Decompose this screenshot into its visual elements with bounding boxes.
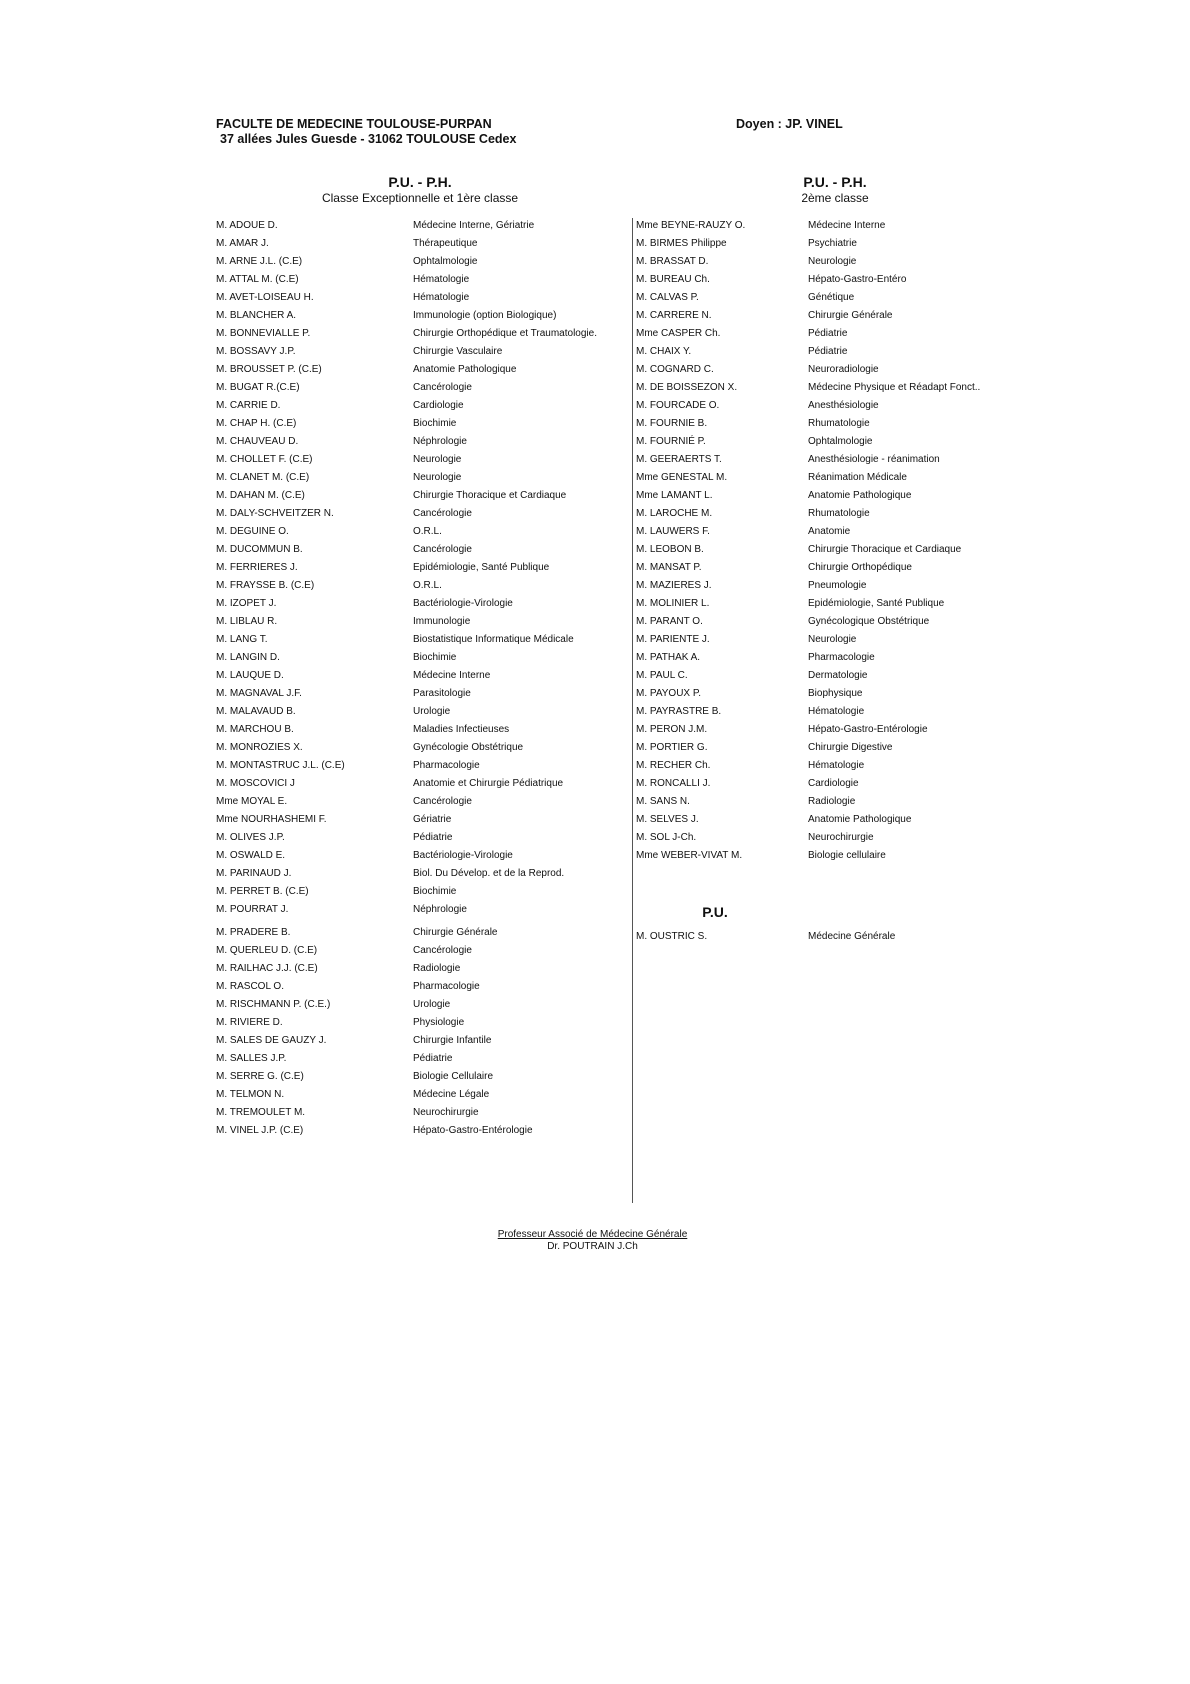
faculty-specialty: Immunologie xyxy=(413,616,471,627)
faculty-name: M. TELMON N. xyxy=(216,1089,285,1100)
faculty-row xyxy=(636,613,1016,631)
faculty-list-pu xyxy=(636,928,1016,946)
faculty-row xyxy=(636,847,1016,865)
faculty-specialty: O.R.L. xyxy=(413,526,442,537)
faculty-specialty: Gynécologique Obstétrique xyxy=(808,616,930,627)
faculty-row xyxy=(216,253,616,271)
faculty-row xyxy=(636,775,1016,793)
faculty-row xyxy=(216,361,616,379)
faculty-name: M. GEERAERTS T. xyxy=(636,454,722,465)
faculty-row xyxy=(636,811,1016,829)
faculty-specialty: Maladies Infectieuses xyxy=(413,724,510,735)
faculty-row xyxy=(636,271,1016,289)
faculty-row xyxy=(216,595,616,613)
faculty-name: M. RISCHMANN P. (C.E.) xyxy=(216,999,331,1010)
faculty-row xyxy=(636,469,1016,487)
faculty-row xyxy=(636,595,1016,613)
faculty-row xyxy=(216,757,616,775)
faculty-row xyxy=(216,541,616,559)
faculty-name: M. AVET-LOISEAU H. xyxy=(216,292,314,303)
faculty-name: M. POURRAT J. xyxy=(216,904,289,915)
faculty-specialty: Chirurgie Thoracique et Cardiaque xyxy=(413,490,567,501)
faculty-name: M. LAROCHE M. xyxy=(636,508,713,519)
faculty-row xyxy=(216,343,616,361)
faculty-specialty: Pharmacologie xyxy=(413,760,480,771)
faculty-name: M. RECHER Ch. xyxy=(636,760,711,771)
faculty-row xyxy=(636,217,1016,235)
faculty-specialty: Neurologie xyxy=(413,454,462,465)
faculty-specialty: Médecine Légale xyxy=(413,1089,490,1100)
faculty-specialty: Chirurgie Orthopédique et Traumatologie. xyxy=(413,328,597,339)
faculty-row xyxy=(216,613,616,631)
faculty-specialty: Hématologie xyxy=(413,292,470,303)
faculty-specialty: Biologie Cellulaire xyxy=(413,1071,494,1082)
faculty-specialty: Anatomie et Chirurgie Pédiatrique xyxy=(413,778,564,789)
faculty-row xyxy=(636,739,1016,757)
faculty-specialty: Chirurgie Thoracique et Cardiaque xyxy=(808,544,962,555)
faculty-name: M. PATHAK A. xyxy=(636,652,701,663)
faculty-specialty: Anatomie Pathologique xyxy=(413,364,517,375)
faculty-row xyxy=(216,996,616,1014)
faculty-name: Mme CASPER Ch. xyxy=(636,328,721,339)
faculty-row xyxy=(216,811,616,829)
faculty-row xyxy=(216,487,616,505)
faculty-row xyxy=(636,325,1016,343)
faculty-row xyxy=(216,235,616,253)
faculty-specialty: Hématologie xyxy=(808,760,865,771)
faculty-name: M. LANG T. xyxy=(216,634,268,645)
faculty-row xyxy=(216,1104,616,1122)
faculty-row xyxy=(636,559,1016,577)
faculty-name: M. FERRIERES J. xyxy=(216,562,298,573)
faculty-specialty: Pédiatrie xyxy=(413,1053,453,1064)
faculty-specialty: Rhumatologie xyxy=(808,418,870,429)
faculty-row xyxy=(216,217,616,235)
faculty-row xyxy=(636,721,1016,739)
section-title: P.U. - P.H. xyxy=(388,174,452,190)
faculty-name: M. MANSAT P. xyxy=(636,562,702,573)
faculty-name: M. LAUQUE D. xyxy=(216,670,284,681)
faculty-specialty: Néphrologie xyxy=(413,904,467,915)
faculty-name: M. DALY-SCHVEITZER N. xyxy=(216,508,334,519)
faculty-name: M. MAGNAVAL J.F. xyxy=(216,688,302,699)
faculty-specialty: Chirurgie Générale xyxy=(808,310,893,321)
faculty-name: M. PAYRASTRE B. xyxy=(636,706,722,717)
faculty-specialty: Neurologie xyxy=(808,634,857,645)
faculty-row xyxy=(216,978,616,996)
faculty-specialty: Psychiatrie xyxy=(808,238,857,249)
faculty-name: M. CHAIX Y. xyxy=(636,346,692,357)
faculty-row xyxy=(636,829,1016,847)
faculty-row xyxy=(216,1032,616,1050)
faculty-name: M. RAILHAC J.J. (C.E) xyxy=(216,963,318,974)
faculty-specialty: Anatomie Pathologique xyxy=(808,814,912,825)
faculty-row xyxy=(216,739,616,757)
faculty-row xyxy=(216,379,616,397)
faculty-row xyxy=(636,649,1016,667)
faculty-name: M. COGNARD C. xyxy=(636,364,714,375)
faculty-specialty: Hépato-Gastro-Entérologie xyxy=(413,1125,533,1136)
faculty-name: M. PERON J.M. xyxy=(636,724,708,735)
faculty-name: M. SANS N. xyxy=(636,796,690,807)
faculty-specialty: Anatomie xyxy=(808,526,851,537)
faculty-name: M. ADOUE D. xyxy=(216,220,278,231)
faculty-row xyxy=(216,631,616,649)
faculty-row xyxy=(636,433,1016,451)
faculty-specialty: Thérapeutique xyxy=(413,238,478,249)
faculty-specialty: Neurologie xyxy=(808,256,857,267)
faculty-name: M. VINEL J.P. (C.E) xyxy=(216,1125,304,1136)
faculty-specialty: Biophysique xyxy=(808,688,863,699)
faculty-specialty: Anesthésiologie - réanimation xyxy=(808,454,940,465)
faculty-row xyxy=(216,685,616,703)
faculty-name: M. DUCOMMUN B. xyxy=(216,544,303,555)
faculty-specialty: Réanimation Médicale xyxy=(808,472,907,483)
faculty-specialty: Biochimie xyxy=(413,652,457,663)
faculty-name: M. AMAR J. xyxy=(216,238,269,249)
faculty-row xyxy=(216,469,616,487)
faculty-specialty: Médecine Interne, Gériatrie xyxy=(413,220,535,231)
faculty-name: M. FRAYSSE B. (C.E) xyxy=(216,580,315,591)
faculty-list-first-class xyxy=(216,217,616,1140)
faculty-row xyxy=(636,928,1016,946)
faculty-specialty: Gynécologie Obstétrique xyxy=(413,742,524,753)
faculty-row xyxy=(216,451,616,469)
faculty-name: M. CARRERE N. xyxy=(636,310,712,321)
faculty-specialty: Dermatologie xyxy=(808,670,868,681)
faculty-specialty: Génétique xyxy=(808,292,855,303)
faculty-name: M. CHOLLET F. (C.E) xyxy=(216,454,313,465)
faculty-row xyxy=(636,685,1016,703)
faculty-row xyxy=(216,325,616,343)
faculty-specialty: Pharmacologie xyxy=(808,652,875,663)
faculty-row xyxy=(216,649,616,667)
faculty-row xyxy=(636,253,1016,271)
faculty-specialty: Chirurgie Orthopédique xyxy=(808,562,912,573)
faculty-row xyxy=(216,960,616,978)
faculty-specialty: Chirurgie Générale xyxy=(413,927,498,938)
faculty-name: M. SELVES J. xyxy=(636,814,699,825)
faculty-name: M. BROUSSET P. (C.E) xyxy=(216,364,322,375)
faculty-row xyxy=(636,631,1016,649)
faculty-specialty: Immunologie (option Biologique) xyxy=(413,310,557,321)
faculty-name: Mme LAMANT L. xyxy=(636,490,713,501)
institution-address: 37 allées Jules Guesde - 31062 TOULOUSE Cedex xyxy=(220,132,517,146)
faculty-name: M. FOURNIE B. xyxy=(636,418,708,429)
faculty-name: Mme WEBER-VIVAT M. xyxy=(636,850,743,861)
faculty-specialty: Physiologie xyxy=(413,1017,465,1028)
faculty-specialty: Chirurgie Vasculaire xyxy=(413,346,503,357)
faculty-specialty: Néphrologie xyxy=(413,436,467,447)
faculty-name: M. MAZIERES J. xyxy=(636,580,712,591)
faculty-specialty: Hépato-Gastro-Entéro xyxy=(808,274,907,285)
faculty-name: M. CHAUVEAU D. xyxy=(216,436,299,447)
faculty-name: M. FOURNIÉ P. xyxy=(636,436,706,447)
faculty-specialty: Ophtalmologie xyxy=(808,436,873,447)
section-header-pu-ph-1 xyxy=(300,174,540,205)
faculty-row xyxy=(216,307,616,325)
faculty-specialty: Hématologie xyxy=(413,274,470,285)
faculty-name: M. BUREAU Ch. xyxy=(636,274,710,285)
faculty-row xyxy=(216,775,616,793)
faculty-row xyxy=(636,289,1016,307)
faculty-row xyxy=(636,487,1016,505)
faculty-name: M. QUERLEU D. (C.E) xyxy=(216,945,318,956)
faculty-row xyxy=(216,883,616,901)
faculty-row xyxy=(636,307,1016,325)
faculty-specialty: Pharmacologie xyxy=(413,981,480,992)
faculty-name: M. CHAP H. (C.E) xyxy=(216,418,297,429)
faculty-specialty: Pédiatrie xyxy=(413,832,453,843)
faculty-specialty: Biol. Du Dévelop. et de la Reprod. xyxy=(413,868,565,879)
faculty-row xyxy=(216,289,616,307)
faculty-row xyxy=(636,235,1016,253)
faculty-name: M. PAUL C. xyxy=(636,670,688,681)
faculty-row xyxy=(216,523,616,541)
faculty-specialty: Cancérologie xyxy=(413,945,472,956)
faculty-name: M. ARNE J.L. (C.E) xyxy=(216,256,303,267)
faculty-row xyxy=(636,757,1016,775)
faculty-name: M. PARINAUD J. xyxy=(216,868,292,879)
faculty-row xyxy=(216,901,616,919)
faculty-specialty: Parasitologie xyxy=(413,688,471,699)
faculty-specialty: Pédiatrie xyxy=(808,346,848,357)
faculty-specialty: Rhumatologie xyxy=(808,508,870,519)
faculty-row xyxy=(636,577,1016,595)
footer xyxy=(440,1229,745,1253)
faculty-name: M. LIBLAU R. xyxy=(216,616,278,627)
faculty-name: Mme MOYAL E. xyxy=(216,796,288,807)
institution-name: FACULTE DE MEDECINE TOULOUSE-PURPAN xyxy=(216,117,492,131)
faculty-name: M. TREMOULET M. xyxy=(216,1107,306,1118)
faculty-specialty: Neuroradiologie xyxy=(808,364,879,375)
faculty-specialty: Biostatistique Informatique Médicale xyxy=(413,634,574,645)
faculty-specialty: Anatomie Pathologique xyxy=(808,490,912,501)
faculty-row xyxy=(636,379,1016,397)
faculty-row xyxy=(216,505,616,523)
section-header-pu-ph-2 xyxy=(760,174,910,205)
faculty-row xyxy=(636,793,1016,811)
faculty-name: M. PARIENTE J. xyxy=(636,634,710,645)
faculty-specialty: Cancérologie xyxy=(413,796,472,807)
faculty-specialty: Ophtalmologie xyxy=(413,256,478,267)
faculty-row xyxy=(216,1068,616,1086)
faculty-specialty: Médecine Interne xyxy=(413,670,491,681)
faculty-name: M. PAYOUX P. xyxy=(636,688,702,699)
faculty-name: M. OLIVES J.P. xyxy=(216,832,285,843)
faculty-specialty: Médecine Physique et Réadapt Fonct.. xyxy=(808,382,981,393)
faculty-specialty: Gériatrie xyxy=(413,814,452,825)
faculty-name: M. DE BOISSEZON X. xyxy=(636,382,738,393)
faculty-specialty: Chirurgie Digestive xyxy=(808,742,893,753)
faculty-specialty: Chirurgie Infantile xyxy=(413,1035,492,1046)
faculty-name: Mme NOURHASHEMI F. xyxy=(216,814,327,825)
section-header-pu xyxy=(680,904,750,921)
faculty-name: M. IZOPET J. xyxy=(216,598,277,609)
faculty-row xyxy=(216,1014,616,1032)
section-title: P.U. - P.H. xyxy=(803,174,867,190)
faculty-name: M. MONTASTRUC J.L. (C.E) xyxy=(216,760,345,771)
faculty-name: M. LANGIN D. xyxy=(216,652,280,663)
faculty-name: Mme BEYNE-RAUZY O. xyxy=(636,220,746,231)
faculty-specialty: Radiologie xyxy=(413,963,461,974)
faculty-row xyxy=(636,343,1016,361)
faculty-row xyxy=(636,415,1016,433)
faculty-name: M. OSWALD E. xyxy=(216,850,286,861)
faculty-specialty: Hématologie xyxy=(808,706,865,717)
faculty-name: Mme GENESTAL M. xyxy=(636,472,728,483)
faculty-specialty: Bactériologie-Virologie xyxy=(413,850,513,861)
faculty-row xyxy=(216,721,616,739)
faculty-row xyxy=(636,667,1016,685)
faculty-specialty: Pédiatrie xyxy=(808,328,848,339)
faculty-specialty: Hépato-Gastro-Entérologie xyxy=(808,724,928,735)
faculty-row xyxy=(216,415,616,433)
faculty-specialty: Radiologie xyxy=(808,796,856,807)
faculty-specialty: Biochimie xyxy=(413,886,457,897)
faculty-specialty: Pneumologie xyxy=(808,580,867,591)
faculty-specialty: Cancérologie xyxy=(413,544,472,555)
faculty-row xyxy=(216,1122,616,1140)
faculty-name: M. CLANET M. (C.E) xyxy=(216,472,310,483)
faculty-specialty: Cardiologie xyxy=(413,400,464,411)
faculty-row xyxy=(636,361,1016,379)
faculty-specialty: Cardiologie xyxy=(808,778,859,789)
faculty-name: M. BRASSAT D. xyxy=(636,256,709,267)
faculty-name: M. PORTIER G. xyxy=(636,742,708,753)
faculty-name: M. FOURCADE O. xyxy=(636,400,720,411)
faculty-row xyxy=(636,397,1016,415)
section-subtitle: Classe Exceptionnelle et 1ère classe xyxy=(321,191,519,205)
faculty-specialty: Médecine Interne xyxy=(808,220,886,231)
faculty-specialty: Médecine Générale xyxy=(808,931,896,942)
faculty-name: M. MOSCOVICI J xyxy=(216,778,295,789)
faculty-specialty: Urologie xyxy=(413,999,451,1010)
faculty-name: M. PARANT O. xyxy=(636,616,703,627)
footer-role: Professeur Associé de Médecine Générale xyxy=(497,1229,688,1240)
faculty-name: M. MARCHOU B. xyxy=(216,724,294,735)
faculty-specialty: Neurochirurgie xyxy=(808,832,874,843)
faculty-specialty: Neurologie xyxy=(413,472,462,483)
faculty-row xyxy=(216,865,616,883)
faculty-row xyxy=(216,924,616,942)
column-divider xyxy=(632,218,633,1203)
faculty-name: M. SOL J-Ch. xyxy=(636,832,697,843)
faculty-specialty: Biologie cellulaire xyxy=(808,850,886,861)
faculty-row xyxy=(216,793,616,811)
faculty-name: M. BONNEVIALLE P. xyxy=(216,328,311,339)
faculty-name: M. DEGUINE O. xyxy=(216,526,289,537)
dean-name: Doyen : JP. VINEL xyxy=(736,117,843,131)
faculty-row xyxy=(636,541,1016,559)
faculty-name: M. BUGAT R.(C.E) xyxy=(216,382,300,393)
section-subtitle: 2ème classe xyxy=(801,191,869,205)
faculty-name: M. BIRMES Philippe xyxy=(636,238,727,249)
faculty-name: M. CALVAS P. xyxy=(636,292,699,303)
faculty-specialty: Urologie xyxy=(413,706,451,717)
faculty-specialty: Bactériologie-Virologie xyxy=(413,598,513,609)
faculty-name: M. MALAVAUD B. xyxy=(216,706,296,717)
faculty-name: M. PERRET B. (C.E) xyxy=(216,886,309,897)
faculty-specialty: Neurochirurgie xyxy=(413,1107,479,1118)
faculty-name: M. RASCOL O. xyxy=(216,981,284,992)
section-title: P.U. xyxy=(702,904,728,920)
faculty-name: M. LEOBON B. xyxy=(636,544,704,555)
faculty-specialty: Biochimie xyxy=(413,418,457,429)
faculty-name: M. LAUWERS F. xyxy=(636,526,710,537)
faculty-row xyxy=(636,523,1016,541)
faculty-specialty: Anesthésiologie xyxy=(808,400,879,411)
faculty-row xyxy=(636,703,1016,721)
faculty-row xyxy=(216,847,616,865)
faculty-name: M. SALES DE GAUZY J. xyxy=(216,1035,327,1046)
faculty-name: M. SALLES J.P. xyxy=(216,1053,287,1064)
faculty-row xyxy=(216,667,616,685)
faculty-specialty: Epidémiologie, Santé Publique xyxy=(413,562,550,573)
faculty-name: M. PRADERE B. xyxy=(216,927,291,938)
faculty-name: M. MONROZIES X. xyxy=(216,742,303,753)
faculty-name: M. BLANCHER A. xyxy=(216,310,297,321)
faculty-name: M. RIVIERE D. xyxy=(216,1017,283,1028)
faculty-name: M. SERRE G. (C.E) xyxy=(216,1071,304,1082)
faculty-row xyxy=(636,505,1016,523)
faculty-specialty: Epidémiologie, Santé Publique xyxy=(808,598,945,609)
faculty-row xyxy=(216,433,616,451)
faculty-specialty: Cancérologie xyxy=(413,508,472,519)
faculty-row xyxy=(216,271,616,289)
faculty-row xyxy=(216,829,616,847)
faculty-name: M. OUSTRIC S. xyxy=(636,931,708,942)
faculty-name: M. CARRIE D. xyxy=(216,400,281,411)
faculty-row xyxy=(216,1086,616,1104)
faculty-specialty: Cancérologie xyxy=(413,382,472,393)
footer-name: Dr. POUTRAIN J.Ch xyxy=(547,1241,638,1252)
faculty-name: M. ATTAL M. (C.E) xyxy=(216,274,299,285)
faculty-name: M. RONCALLI J. xyxy=(636,778,711,789)
faculty-row xyxy=(636,451,1016,469)
faculty-row xyxy=(216,577,616,595)
faculty-row xyxy=(216,559,616,577)
faculty-row xyxy=(216,703,616,721)
faculty-specialty: O.R.L. xyxy=(413,580,442,591)
faculty-name: M. BOSSAVY J.P. xyxy=(216,346,296,357)
faculty-list-second-class xyxy=(636,217,1016,865)
faculty-row xyxy=(216,942,616,960)
faculty-name: M. DAHAN M. (C.E) xyxy=(216,490,305,501)
faculty-row xyxy=(216,1050,616,1068)
faculty-name: M. MOLINIER L. xyxy=(636,598,710,609)
faculty-row xyxy=(216,397,616,415)
